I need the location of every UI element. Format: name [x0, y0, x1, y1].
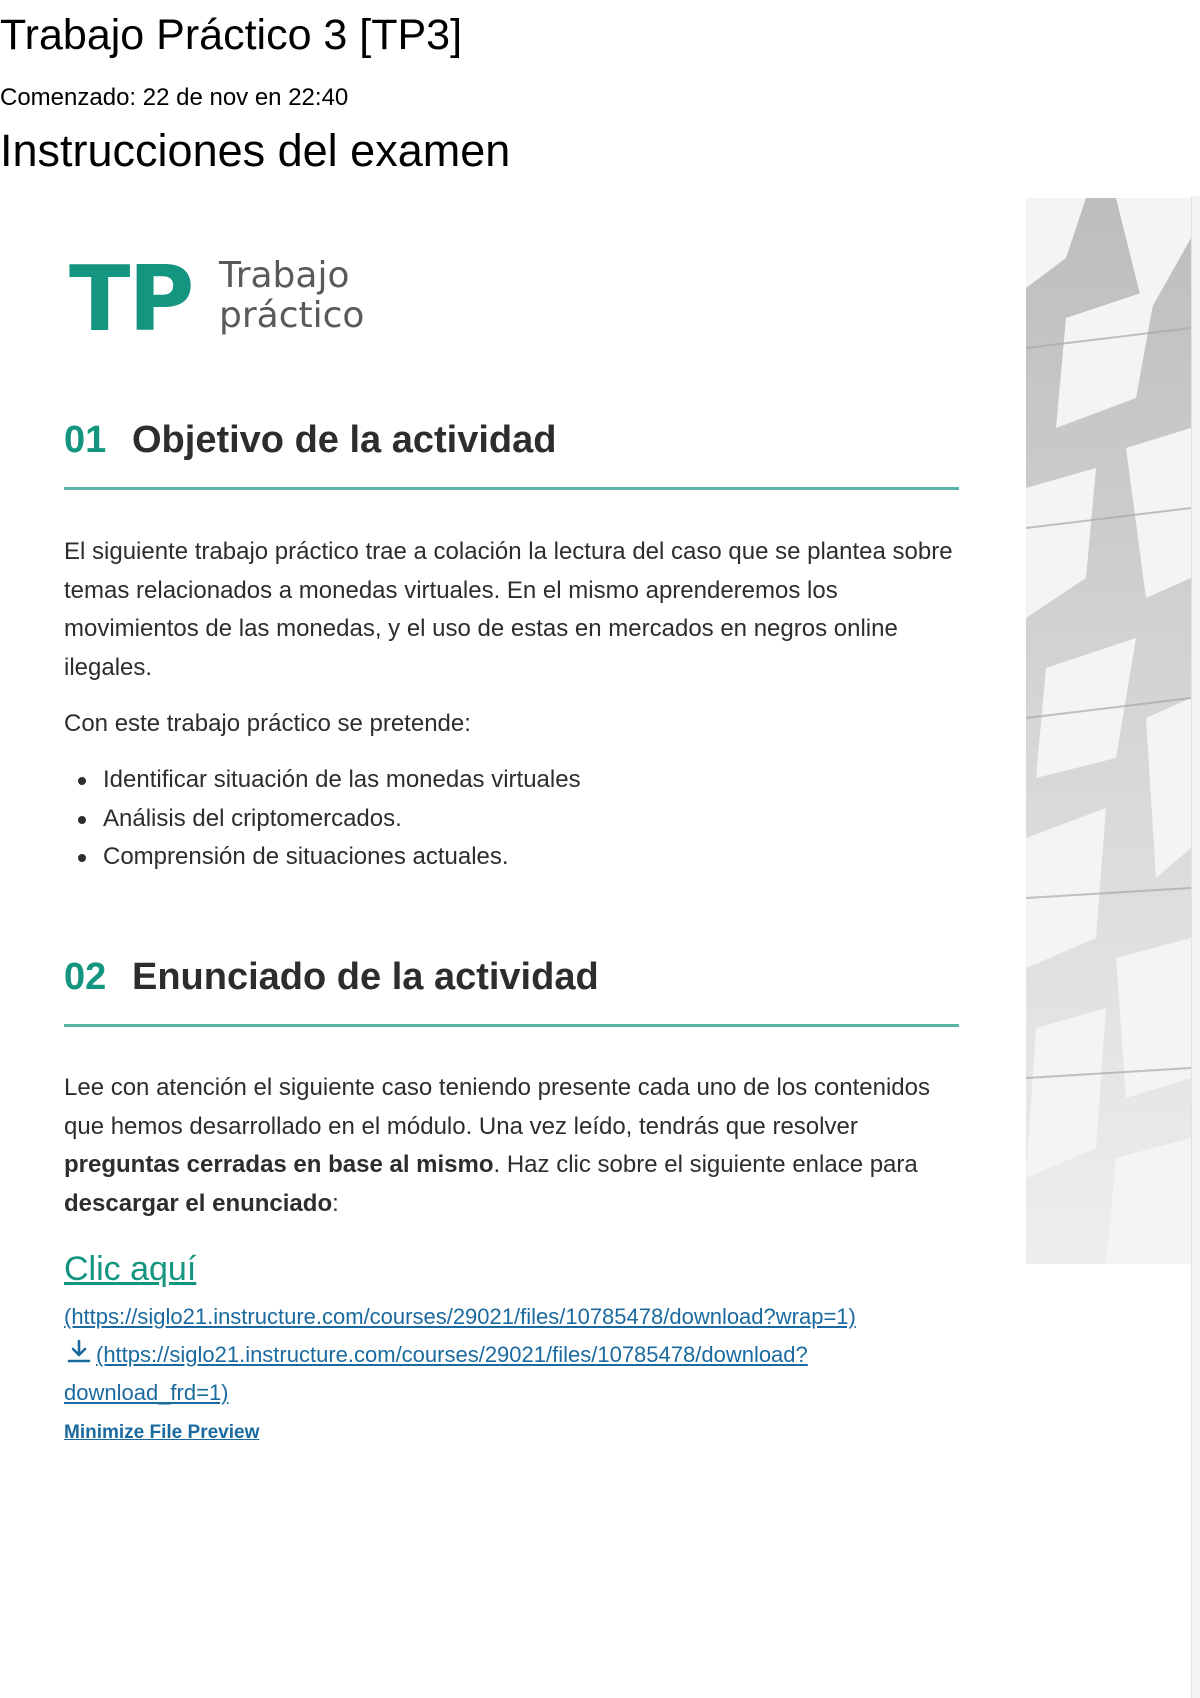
section-heading-objetivo	[64, 407, 959, 490]
objective-list	[64, 761, 581, 877]
instructions-title: Instrucciones del examen	[0, 125, 511, 176]
decorative-side-image	[1026, 198, 1191, 1264]
list-item: Análisis del criptomercados.	[64, 800, 581, 839]
file-preview-link[interactable]: (https://siglo21.instructure.com/courses/29021/files/10785478/download?wrap=1)	[64, 1304, 856, 1329]
objective-intro: Con este trabajo práctico se pretende:	[64, 710, 471, 737]
file-urls	[64, 1298, 964, 1412]
statement-text: :	[332, 1189, 339, 1217]
section-number: 02	[64, 956, 107, 998]
statement-paragraph	[64, 1069, 959, 1223]
statement-bold: preguntas cerradas en base al mismo	[64, 1151, 494, 1178]
list-item: Identificar situación de las monedas virtuales	[64, 761, 581, 800]
logo-word-line1: Trabajo	[219, 255, 350, 296]
logo-mark: TP	[69, 247, 193, 352]
statement-text: Lee con atención el siguiente caso teniendo presente cada uno de los contenidos que hemos desarrollado en el módulo. Una vez leído, tendrás que resolver	[64, 1074, 930, 1140]
section-heading-enunciado	[64, 944, 959, 1027]
logo-word-line2: práctico	[219, 295, 365, 336]
section-number: 01	[64, 419, 107, 461]
logo-wordmark	[219, 256, 364, 336]
file-download-link[interactable]: (https://siglo21.instructure.com/courses/29021/files/10785478/download?download_frd=1)	[64, 1342, 808, 1405]
section-title: Objetivo de la actividad	[132, 419, 557, 461]
list-item: Comprensión de situaciones actuales.	[64, 838, 581, 877]
minimize-file-preview-link[interactable]: Minimize File Preview	[64, 1422, 260, 1443]
section-title: Enunciado de la actividad	[132, 956, 599, 998]
statement-text: . Haz clic sobre el siguiente enlace para	[493, 1151, 918, 1178]
started-timestamp: Comenzado: 22 de nov en 22:40	[0, 84, 349, 111]
tp-logo	[69, 247, 389, 352]
download-icon[interactable]	[64, 1338, 96, 1366]
page-title: Trabajo Práctico 3 [TP3]	[0, 11, 463, 59]
statement-bold: descargar el enunciado	[64, 1189, 333, 1217]
vertical-scrollbar[interactable]	[1191, 196, 1200, 1698]
objective-paragraph: El siguiente trabajo práctico trae a colación la lectura del caso que se plantea sobre temas relacionados a monedas virtuales. En el mismo aprenderemos los movimientos de las monedas, y el uso de estas en mercados en negros online ilegales.	[64, 538, 953, 681]
clic-aqui-link[interactable]: Clic aquí	[64, 1250, 197, 1288]
